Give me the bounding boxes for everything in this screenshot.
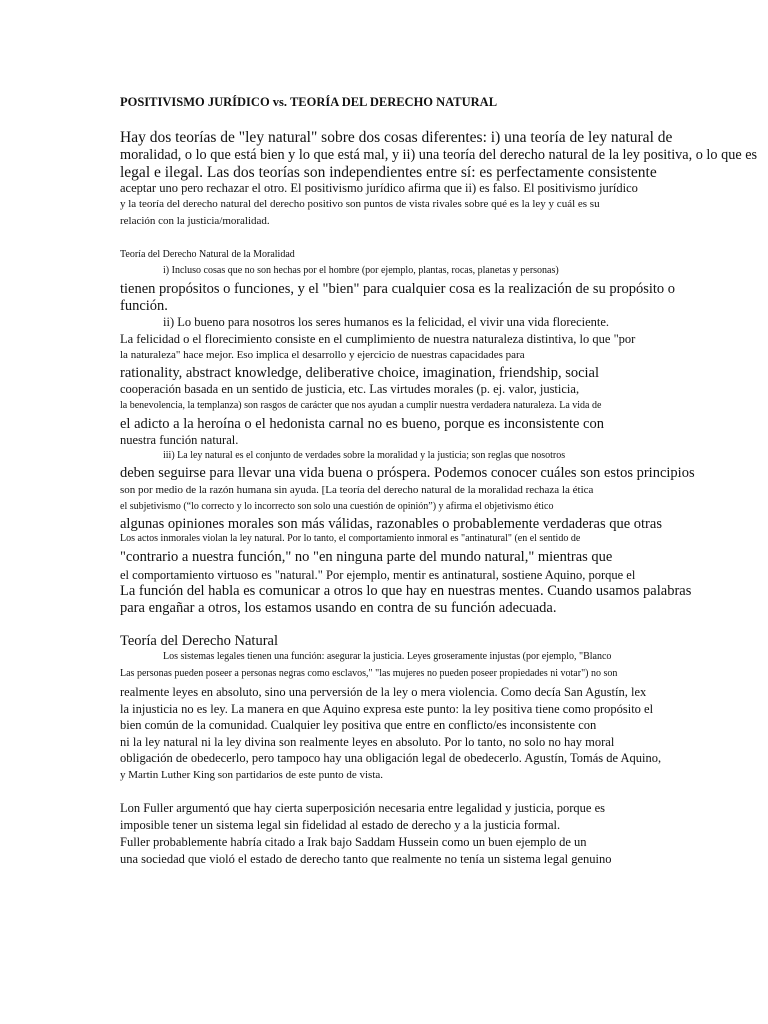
section-line: Los sistemas legales tienen una función: asegurar la justicia. Leyes groseramente injustas (por ejemplo, "Blanco bbox=[163, 651, 612, 662]
section-line: función. bbox=[120, 298, 168, 314]
closing-line: Lon Fuller argumentó que hay cierta superposición necesaria entre legalidad y justicia, porque es bbox=[120, 801, 606, 815]
section-line: la injusticia no es ley. La manera en que Aquino expresa este punto: la ley positiva tiene como propósito el bbox=[120, 702, 654, 716]
section-line: ni la ley natural ni la ley divina son realmente leyes en absoluto. Por lo tanto, no solo no hay moral bbox=[120, 735, 615, 749]
section-line: cooperación basada en un sentido de justicia, etc. Las virtudes morales (p. ej. valor, justicia, bbox=[120, 382, 580, 396]
section-line: el comportamiento virtuoso es "natural." Por ejemplo, mentir es antinatural, sostiene Aquino, porque el bbox=[120, 568, 636, 582]
intro-line: y la teoría del derecho natural del derecho positivo son puntos de vista rivales sobre qué es la ley y cuál es su bbox=[120, 198, 600, 210]
section-line: i) Incluso cosas que no son hechas por el hombre (por ejemplo, plantas, rocas, planetas y personas) bbox=[163, 265, 559, 276]
section-line: el subjetivismo (“lo correcto y lo incorrecto son solo una cuestión de opinión”) y afirma el objetivismo ético bbox=[120, 501, 554, 512]
section-line: Las personas pueden poseer a personas negras como esclavos," "las mujeres no pueden poseer propiedades ni votar") no son bbox=[120, 668, 618, 679]
intro-line: legal e ilegal. Las dos teorías son independientes entre sí: es perfectamente consistente bbox=[120, 164, 657, 181]
section-line: son por medio de la razón humana sin ayuda. [La teoría del derecho natural de la moralidad rechaza la ética bbox=[120, 484, 594, 496]
intro-line: aceptar uno pero rechazar el otro. El positivismo jurídico afirma que ii) es falso. El positivismo jurídico bbox=[120, 181, 638, 195]
section-line: iii) La ley natural es el conjunto de verdades sobre la moralidad y la justicia; son reglas que nosotros bbox=[163, 450, 566, 461]
document-title: POSITIVISMO JURÍDICO vs. TEORÍA DEL DERECHO NATURAL bbox=[120, 95, 498, 109]
section-line: la benevolencia, la templanza) son rasgos de carácter que nos ayudan a cumplir nuestra verdadera naturaleza. La vida de bbox=[120, 400, 602, 411]
section-line: Los actos inmorales violan la ley natural. Por lo tanto, el comportamiento inmoral es "antinatural" (en el sentido de bbox=[120, 533, 581, 544]
section-line: algunas opiniones morales son más válidas, razonables o probablemente verdaderas que otras bbox=[120, 516, 662, 532]
section-line: el adicto a la heroína o el hedonista carnal no es bueno, porque es inconsistente con bbox=[120, 416, 604, 432]
section-line: La felicidad o el florecimiento consiste en el cumplimiento de nuestra naturaleza distintiva, lo que "por bbox=[120, 332, 636, 346]
section-line: obligación de obedecerlo, pero tampoco hay una obligación legal de obedecerlo. Agustín, Tomás de Aquino, bbox=[120, 751, 662, 765]
section-line: deben seguirse para llevar una vida buena o próspera. Podemos conocer cuáles son estos principios bbox=[120, 465, 695, 481]
intro-line: relación con la justicia/moralidad. bbox=[120, 215, 270, 227]
section-line: tienen propósitos o funciones, y el "bien" para cualquier cosa es la realización de su propósito o bbox=[120, 281, 676, 297]
section-line: bien común de la comunidad. Cualquier ley positiva que entre en conflicto/es inconsistente con bbox=[120, 718, 597, 732]
section-line: rationality, abstract knowledge, deliberative choice, imagination, friendship, social bbox=[120, 365, 600, 381]
section-line: y Martin Luther King son partidarios de este punto de vista. bbox=[120, 769, 384, 781]
intro-line: moralidad, o lo que está bien y lo que está mal, y ii) una teoría del derecho natural de la ley positiva, o lo que es bbox=[120, 147, 758, 163]
section-line: "contrario a nuestra función," no "en ninguna parte del mundo natural," mientras que bbox=[120, 549, 613, 565]
section-line: nuestra función natural. bbox=[120, 433, 239, 447]
section-heading: Teoría del Derecho Natural de la Moralidad bbox=[120, 249, 295, 260]
closing-line: imposible tener un sistema legal sin fidelidad al estado de derecho y a la justicia formal. bbox=[120, 818, 561, 832]
section-line: para engañar a otros, los estamos usando en contra de su función adecuada. bbox=[120, 600, 557, 616]
section-line: ii) Lo bueno para nosotros los seres humanos es la felicidad, el vivir una vida floreciente. bbox=[163, 315, 610, 329]
section-line: La función del habla es comunicar a otros lo que hay en nuestras mentes. Cuando usamos palabras bbox=[120, 583, 692, 599]
section-heading: Teoría del Derecho Natural bbox=[120, 633, 278, 649]
closing-line: Fuller probablemente habría citado a Irak bajo Saddam Hussein como un buen ejemplo de un bbox=[120, 835, 587, 849]
section-line: la naturaleza" hace mejor. Eso implica el desarrollo y ejercicio de nuestras capacidades para bbox=[120, 349, 525, 361]
closing-line: una sociedad que violó el estado de derecho tanto que realmente no tenía un sistema legal genuino bbox=[120, 852, 612, 866]
intro-line: Hay dos teorías de "ley natural" sobre dos cosas diferentes: i) una teoría de ley natural de bbox=[120, 129, 673, 146]
section-line: realmente leyes en absoluto, sino una perversión de la ley o mera violencia. Como decía San Agustín, lex bbox=[120, 685, 647, 699]
